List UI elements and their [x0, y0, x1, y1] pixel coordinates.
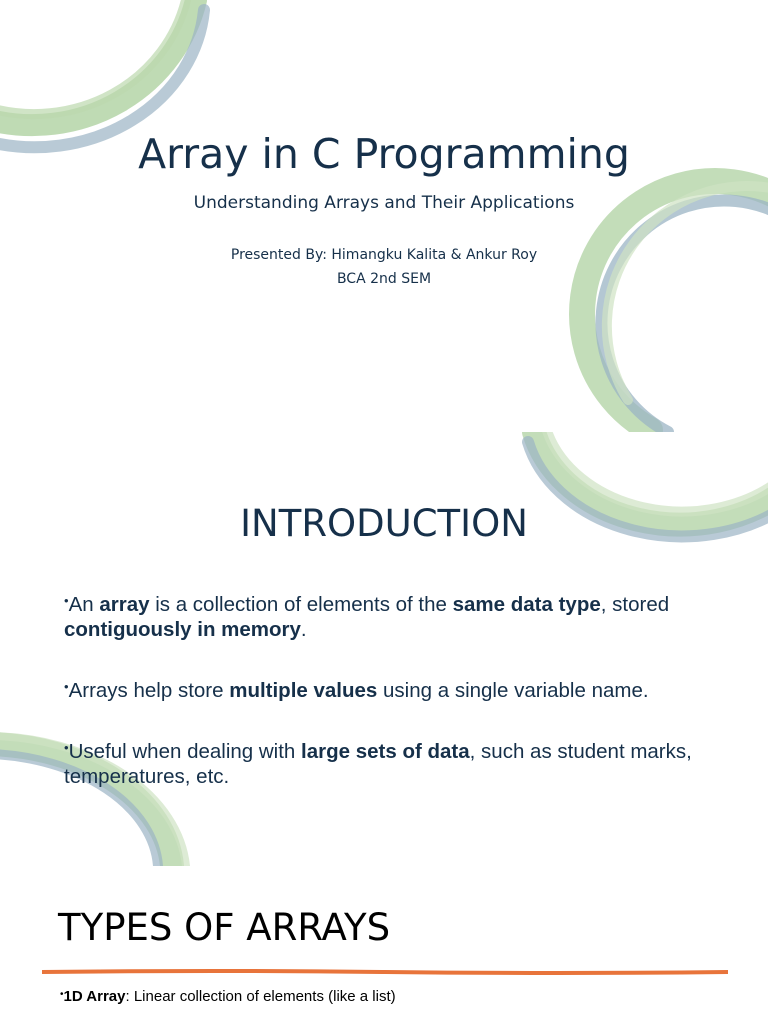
- title-underline: [42, 969, 728, 975]
- bullet-emphasis: same data type: [452, 593, 601, 616]
- intro-bullet-list: [64, 588, 704, 821]
- bullet-text: using a single variable name.: [377, 679, 649, 702]
- bullet-text: An: [68, 593, 100, 616]
- bullet-text: : Linear collection of elements (like a list): [125, 988, 396, 1005]
- presenter-block: [0, 243, 768, 291]
- bullet-marker: •: [64, 679, 69, 694]
- bullet-item: [64, 674, 704, 703]
- slide-title: TYPES OF ARRAYS: [58, 906, 391, 949]
- bullet-item: [60, 988, 396, 1005]
- bullet-text: , such as student marks, temperatures, etc.: [64, 740, 692, 788]
- course-label: BCA 2nd SEM: [336, 271, 432, 287]
- bullet-text: Arrays help store: [68, 679, 230, 702]
- decorative-arcs: [0, 0, 768, 432]
- bullet-emphasis: multiple values: [229, 679, 378, 702]
- bullet-emphasis: 1D Array: [63, 988, 126, 1005]
- slide-title: INTRODUCTION: [240, 502, 528, 545]
- bullet-emphasis: large sets of data: [301, 740, 470, 763]
- bullet-emphasis: contiguously in memory: [64, 618, 301, 641]
- bullet-item: [64, 735, 704, 789]
- bullet-text: .: [300, 618, 307, 641]
- types-slide: [0, 866, 768, 1024]
- slide-title: Array in C Programming: [138, 130, 630, 178]
- bullet-emphasis: array: [99, 593, 150, 616]
- bullet-text: Useful when dealing with: [68, 740, 302, 763]
- types-bullet-list: [60, 988, 396, 1005]
- slide-subtitle: Understanding Arrays and Their Applications: [193, 193, 575, 213]
- title-slide: [0, 0, 768, 432]
- bullet-marker: •: [64, 593, 69, 608]
- bullet-marker: •: [64, 740, 69, 755]
- presenter-names: Presented By: Himangku Kalita & Ankur Roy: [230, 247, 538, 263]
- bullet-text: is a collection of elements of the: [149, 593, 453, 616]
- bullet-marker: •: [60, 989, 64, 1000]
- bullet-item: [64, 588, 704, 642]
- bullet-text: , stored: [600, 593, 670, 616]
- introduction-slide: [0, 432, 768, 866]
